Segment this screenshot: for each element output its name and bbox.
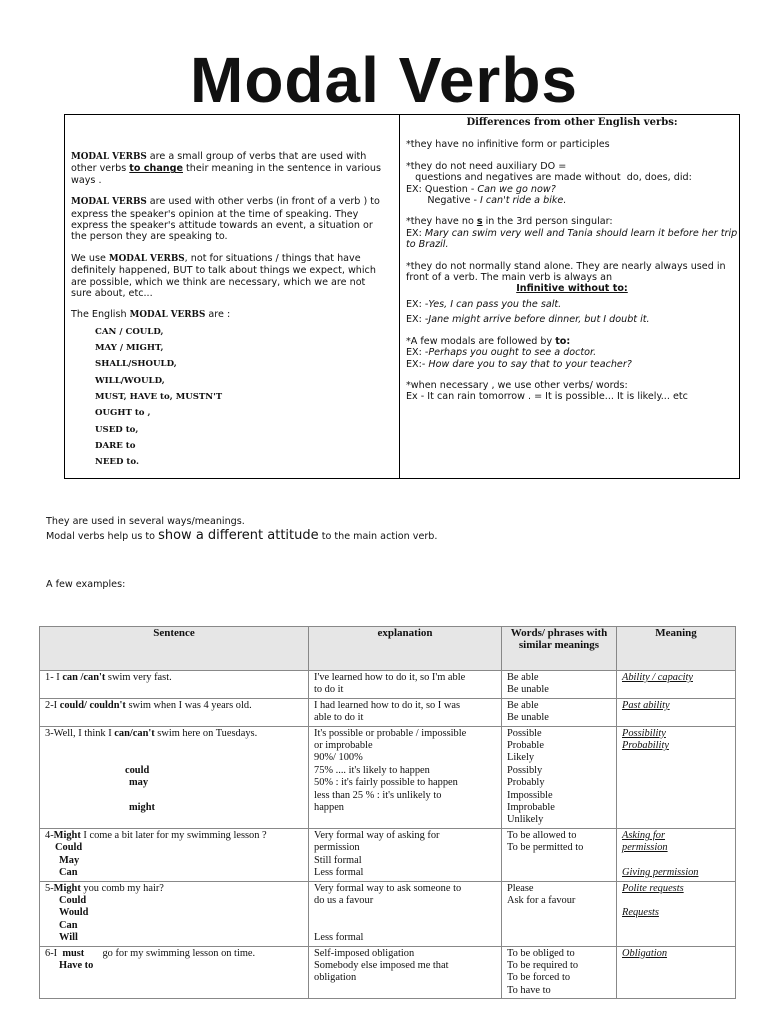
sentence-cell bbox=[40, 726, 309, 828]
explanation-cell bbox=[309, 698, 502, 726]
text: To have to bbox=[507, 984, 551, 996]
phrases-cell bbox=[502, 946, 617, 999]
modal-verb: MUST, HAVE to, MUSTN'T bbox=[95, 392, 223, 403]
text: Ask for a favour bbox=[507, 894, 576, 906]
text: Possible bbox=[507, 727, 542, 739]
term: MODAL VERBS bbox=[108, 253, 185, 264]
modal-verb: USED to, bbox=[95, 424, 139, 435]
difference-item bbox=[406, 380, 738, 403]
list-item bbox=[71, 405, 389, 421]
page-title: Modal Verbs bbox=[190, 44, 578, 116]
meaning: permission bbox=[622, 842, 668, 854]
term: MODAL VERBS bbox=[71, 152, 147, 162]
modal: Might bbox=[53, 882, 81, 894]
text: 90%/ 100% bbox=[314, 752, 363, 764]
text: Probable bbox=[507, 740, 544, 752]
text: EX:- bbox=[406, 358, 429, 370]
modal: Could bbox=[59, 894, 87, 906]
meaning: Ability / capacity bbox=[622, 672, 693, 683]
text: 75% .... it's likely to happen bbox=[314, 764, 430, 776]
definition-paragraph bbox=[71, 151, 389, 186]
modal: Would bbox=[59, 907, 89, 919]
difference-item bbox=[406, 336, 738, 370]
column-divider bbox=[399, 115, 400, 478]
modal: can /can't bbox=[62, 672, 106, 683]
emphasis: to change bbox=[129, 163, 183, 175]
list-item bbox=[71, 454, 389, 470]
text: To be required to bbox=[507, 959, 579, 971]
emphasis: to: bbox=[555, 335, 571, 347]
emphasis: show a different attitude bbox=[158, 528, 319, 543]
list-item bbox=[71, 373, 389, 389]
list-intro bbox=[71, 309, 389, 321]
meaning-cell bbox=[617, 671, 736, 699]
phrases-cell bbox=[502, 671, 617, 699]
table-row bbox=[40, 881, 736, 946]
text: obligation bbox=[314, 972, 357, 984]
text: 4- bbox=[45, 829, 54, 841]
column-header: Meaning bbox=[617, 627, 736, 671]
sentence-cell bbox=[40, 946, 309, 999]
text: swim here on Tuesdays. bbox=[154, 727, 258, 739]
difference-item bbox=[406, 261, 738, 326]
meaning-cell bbox=[617, 881, 736, 946]
text: Likely bbox=[507, 752, 535, 764]
example: Can we go now? bbox=[477, 183, 556, 195]
text: go for my swimming lesson on time. bbox=[84, 947, 256, 959]
examples-label: A few examples: bbox=[46, 579, 126, 590]
text: 3-Well, I think I bbox=[45, 727, 115, 739]
text: are used with other verbs (in front of a verb ) to express the speaker's opinion at the time of speaking. They express the speaker's attitude towards an event, a situation or the person they are speaking to. bbox=[71, 196, 380, 243]
text: swim very fast. bbox=[105, 672, 172, 683]
text: their meaning in the sentence in various ways . bbox=[71, 163, 381, 186]
text: 1- I bbox=[45, 672, 63, 683]
modal: Can bbox=[59, 867, 78, 879]
text: I've learned how to do it, so I'm able bbox=[314, 672, 466, 683]
intro-text bbox=[46, 515, 437, 544]
text: Still formal bbox=[314, 854, 362, 866]
text: Somebody else imposed me that bbox=[314, 959, 449, 971]
text: 2-I bbox=[45, 699, 60, 711]
term: MODAL VERBS bbox=[71, 197, 147, 208]
example: Mary can swim very well and Tania should learn it before her trip to Brazil. bbox=[406, 227, 738, 251]
sentence-cell bbox=[40, 698, 309, 726]
text: EX: - bbox=[406, 347, 429, 359]
column-header: Sentence bbox=[40, 627, 309, 671]
definition-column bbox=[71, 151, 389, 471]
text: able to do it bbox=[314, 712, 364, 724]
text: EX: - bbox=[406, 298, 429, 310]
modal-verb: WILL/WOULD, bbox=[95, 375, 165, 386]
term: MODAL VERBS bbox=[129, 310, 206, 321]
text: 50% : it's fairly possible to happen bbox=[314, 777, 458, 789]
text: I had learned how to do it, so I was bbox=[314, 699, 461, 711]
text: To be permitted to bbox=[507, 842, 584, 854]
modal-verb: CAN / COULD, bbox=[95, 326, 164, 337]
text: To be allowed to bbox=[507, 829, 577, 841]
text: happen bbox=[314, 802, 345, 814]
list-item bbox=[71, 324, 389, 340]
text: are : bbox=[205, 309, 231, 321]
table-row bbox=[40, 698, 736, 726]
phrases-cell bbox=[502, 828, 617, 881]
meaning-cell bbox=[617, 828, 736, 881]
text: Be able bbox=[507, 699, 539, 711]
list-item bbox=[71, 422, 389, 438]
example-line bbox=[406, 184, 738, 195]
modal: Have to bbox=[59, 959, 94, 971]
column-header: Words/ phrases with similar meanings bbox=[502, 627, 617, 671]
text: Ex - It can rain tomorrow . = It is possible... It is likely... etc bbox=[406, 391, 688, 403]
text: Very formal way to ask someone to bbox=[314, 882, 462, 894]
example: Jane might arrive before dinner, but I doubt it. bbox=[428, 314, 650, 326]
text: To be forced to bbox=[507, 972, 571, 984]
meaning-cell bbox=[617, 726, 736, 828]
modal: can/can't bbox=[114, 727, 155, 739]
text: you comb my hair? bbox=[80, 882, 164, 894]
modal: must bbox=[62, 947, 85, 959]
meaning-cell bbox=[617, 698, 736, 726]
text: questions and negatives are made without do, does, did: bbox=[406, 172, 692, 184]
modal-verb: DARE to bbox=[95, 440, 136, 451]
text: Probably bbox=[507, 777, 545, 789]
text: EX: Question - bbox=[406, 183, 478, 195]
meaning: Asking for bbox=[622, 829, 666, 841]
meaning: Requests bbox=[622, 907, 659, 919]
emphasis: Infinitive without to: bbox=[516, 283, 628, 295]
table-row bbox=[40, 671, 736, 699]
modal: Can bbox=[59, 919, 78, 931]
list-item bbox=[71, 340, 389, 356]
modal-verb: MAY / MIGHT, bbox=[95, 343, 164, 354]
text: It's possible or probable / impossible bbox=[314, 727, 467, 739]
meaning: Past ability bbox=[622, 699, 670, 711]
text: 5- bbox=[45, 882, 54, 894]
meaning: Probability bbox=[622, 740, 669, 752]
text: EX: bbox=[406, 227, 425, 239]
example: How dare you to say that to your teacher? bbox=[428, 358, 632, 370]
text: less than 25 % : it's unlikely to bbox=[314, 789, 442, 801]
intro-box bbox=[64, 114, 740, 479]
text: in the 3rd person singular: bbox=[482, 216, 613, 228]
text: We use bbox=[71, 252, 109, 264]
text: *they do not need auxiliary DO = bbox=[406, 160, 567, 172]
text: To be obliged to bbox=[507, 947, 575, 959]
table-row bbox=[40, 828, 736, 881]
list-item bbox=[71, 438, 389, 454]
difference-item bbox=[406, 161, 738, 207]
modal: might bbox=[129, 802, 155, 814]
modal: may bbox=[129, 777, 149, 789]
text: Modal verbs help us to bbox=[46, 531, 159, 542]
text: Improbable bbox=[507, 802, 555, 814]
modal-verb: OUGHT to , bbox=[95, 408, 151, 419]
modal-verb-list bbox=[71, 324, 389, 471]
modal: Could bbox=[55, 842, 83, 854]
modal: could bbox=[125, 764, 150, 776]
text: permission bbox=[314, 842, 360, 854]
example-line bbox=[406, 228, 738, 251]
text: They are used in several ways/meanings. bbox=[46, 516, 245, 527]
examples-table bbox=[39, 626, 736, 999]
text: Be unable bbox=[507, 712, 549, 724]
text: *A few modals are followed by bbox=[406, 335, 556, 347]
table-header-row bbox=[40, 627, 736, 671]
explanation-cell bbox=[309, 726, 502, 828]
text: EX: - bbox=[406, 314, 429, 326]
modal: Might bbox=[53, 829, 81, 841]
phrases-cell bbox=[502, 881, 617, 946]
text: Very formal way of asking for bbox=[314, 829, 440, 841]
meaning: Obligation bbox=[622, 947, 668, 959]
meaning: Giving permission bbox=[622, 867, 699, 879]
example-line bbox=[406, 299, 738, 310]
explanation-cell bbox=[309, 946, 502, 999]
sentence-cell bbox=[40, 881, 309, 946]
column-header: explanation bbox=[309, 627, 502, 671]
text: Less formal bbox=[314, 867, 364, 879]
text: Less formal bbox=[314, 932, 364, 944]
list-item bbox=[71, 389, 389, 405]
table-row bbox=[40, 946, 736, 999]
text: swim when I was 4 years old. bbox=[125, 699, 252, 711]
text: do us a favour bbox=[314, 894, 374, 906]
text: *they do not normally stand alone. They are nearly always used in front of a verb. The main verb is always an bbox=[406, 260, 726, 284]
example-line bbox=[406, 314, 738, 325]
text: to do it bbox=[314, 684, 344, 696]
list-item bbox=[71, 356, 389, 372]
text: or improbable bbox=[314, 740, 373, 752]
modal: could/ couldn't bbox=[59, 699, 126, 711]
text: I come a bit later for my swimming lesson ? bbox=[80, 829, 267, 841]
example: Perhaps you ought to see a doctor. bbox=[428, 347, 597, 359]
sentence-cell bbox=[40, 671, 309, 699]
text: to the main action verb. bbox=[318, 531, 438, 542]
meaning: Possibility bbox=[622, 727, 666, 739]
text: are a small group of verbs that are used with other verbs bbox=[71, 151, 367, 175]
text: Self-imposed obligation bbox=[314, 947, 415, 959]
text: The English bbox=[71, 309, 130, 321]
differences-heading: Differences from other English verbs: bbox=[466, 117, 678, 128]
text: Be able bbox=[507, 672, 539, 683]
phrases-cell bbox=[502, 698, 617, 726]
differences-column bbox=[406, 117, 738, 403]
example-line bbox=[406, 347, 738, 358]
usage-paragraph bbox=[71, 196, 389, 243]
meaning: Polite requests bbox=[622, 882, 684, 894]
text: Negative - bbox=[406, 195, 480, 207]
text: Please bbox=[507, 882, 534, 894]
text: Possibly bbox=[507, 764, 543, 776]
text: Impossible bbox=[507, 789, 553, 801]
example-line bbox=[406, 195, 738, 206]
modal-verb: NEED to. bbox=[95, 457, 139, 468]
example: Yes, I can pass you the salt. bbox=[428, 298, 562, 310]
phrases-cell bbox=[502, 726, 617, 828]
explanation-cell bbox=[309, 828, 502, 881]
modal: May bbox=[59, 854, 80, 866]
difference-item: *they have no infinitive form or participles bbox=[406, 139, 610, 151]
text: Unlikely bbox=[507, 814, 544, 826]
meaning-cell bbox=[617, 946, 736, 999]
sentence-cell bbox=[40, 828, 309, 881]
difference-item bbox=[406, 216, 738, 250]
text: 6-I bbox=[45, 947, 63, 959]
table-row bbox=[40, 726, 736, 828]
emphasis: s bbox=[476, 216, 483, 228]
modal: Will bbox=[59, 932, 78, 944]
text: , not for situations / things that have definitely happened, BUT to talk about things we expect, which are possible, which we think are necessary, which we are not sure about, etc... bbox=[71, 252, 376, 300]
purpose-paragraph bbox=[71, 253, 389, 300]
text: *when necessary , we use other verbs/ words: bbox=[406, 379, 628, 391]
example: I can't ride a bike. bbox=[479, 195, 567, 207]
modal-verb: SHALL/SHOULD, bbox=[95, 359, 177, 370]
example-line bbox=[406, 359, 738, 370]
text: *they have no bbox=[406, 216, 477, 228]
explanation-cell bbox=[309, 881, 502, 946]
explanation-cell bbox=[309, 671, 502, 699]
text: Be unable bbox=[507, 684, 549, 696]
